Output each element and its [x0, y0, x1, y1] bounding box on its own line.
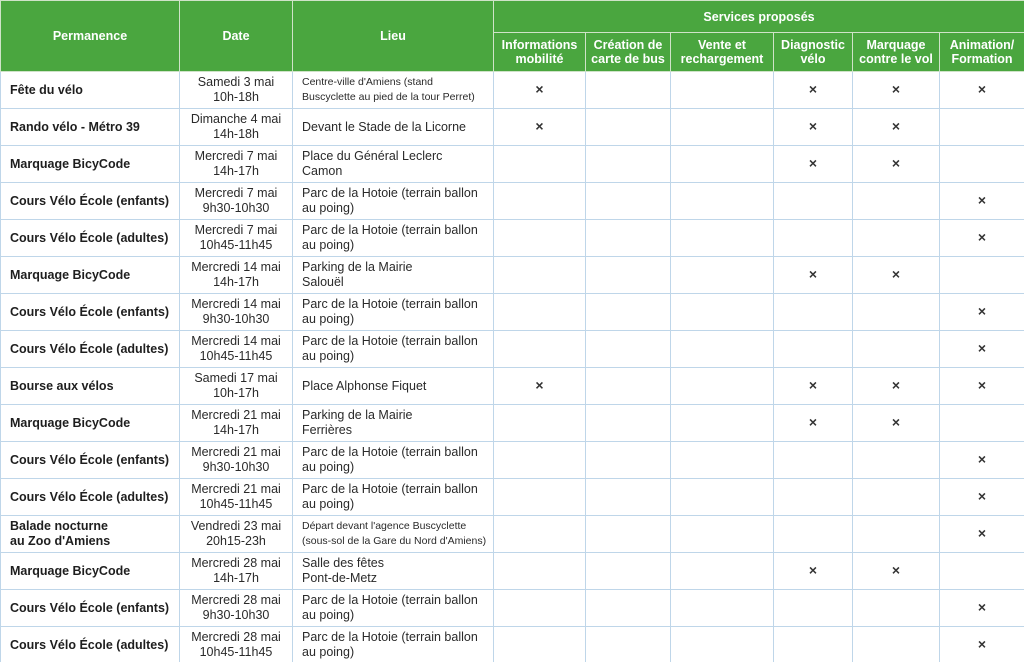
- date-cell-line: 20h15-23h: [206, 534, 266, 548]
- lieu-cell: [293, 294, 494, 331]
- service-cell-vente-rechargement: [671, 553, 774, 590]
- permanence-cell-line: Cours Vélo École (enfants): [10, 452, 170, 467]
- lieu-cell-line: Parc de la Hotoie (terrain ballon: [302, 223, 478, 237]
- cross-mark-icon: ×: [808, 266, 818, 282]
- lieu-cell: [293, 109, 494, 146]
- lieu-cell: [293, 331, 494, 368]
- service-cell-animation-formation: [940, 516, 1024, 553]
- lieu-cell-line: Parc de la Hotoie (terrain ballon: [302, 334, 478, 348]
- permanence-cell-line: Marquage BicyCode: [10, 267, 131, 282]
- service-cell-info-mobilite: [494, 220, 586, 257]
- date-cell-line: 9h30-10h30: [202, 312, 270, 326]
- permanence-cell: [1, 479, 180, 516]
- table-row: [1, 257, 1024, 294]
- cross-mark-icon: ×: [891, 377, 901, 393]
- service-cell-info-mobilite: [494, 146, 586, 183]
- table-header: [1, 1, 1024, 72]
- date-cell: [180, 257, 293, 294]
- permanence-cell-line: Cours Vélo École (adultes): [10, 341, 169, 356]
- table-row: [1, 183, 1024, 220]
- lieu-cell-line: Parking de la Mairie: [302, 260, 413, 274]
- date-cell-line: 10h45-11h45: [199, 645, 273, 659]
- service-cell-animation-formation: [940, 627, 1024, 662]
- cross-mark-icon: ×: [891, 81, 901, 97]
- service-cell-diagnostic-velo: [774, 294, 853, 331]
- date-cell: [180, 405, 293, 442]
- service-cell-diagnostic-velo: [774, 479, 853, 516]
- permanence-cell-line: Cours Vélo École (adultes): [10, 489, 169, 504]
- cross-mark-icon: ×: [808, 155, 818, 171]
- cross-mark-icon: ×: [977, 525, 987, 541]
- service-cell-vente-rechargement: [671, 72, 774, 109]
- service-cell-info-mobilite: [494, 331, 586, 368]
- date-cell-line: 10h45-11h45: [199, 238, 273, 252]
- service-cell-info-mobilite: [494, 516, 586, 553]
- cross-mark-icon: ×: [891, 266, 901, 282]
- lieu-cell-line: Parc de la Hotoie (terrain ballon: [302, 297, 478, 311]
- lieu-cell: [293, 220, 494, 257]
- service-cell-vente-rechargement: [671, 220, 774, 257]
- permanence-cell: [1, 590, 180, 627]
- cross-mark-icon: ×: [977, 229, 987, 245]
- lieu-cell: [293, 146, 494, 183]
- lieu-cell-line: au poing): [302, 312, 355, 326]
- service-cell-info-mobilite: [494, 590, 586, 627]
- lieu-cell-line: au poing): [302, 460, 355, 474]
- header-service-vente-rechargement: [671, 33, 774, 72]
- cross-mark-icon: ×: [891, 414, 901, 430]
- table-row: [1, 109, 1024, 146]
- service-cell-creation-carte-bus: [586, 479, 671, 516]
- permanence-cell-line: Cours Vélo École (enfants): [10, 193, 170, 208]
- cross-mark-icon: ×: [808, 414, 818, 430]
- date-cell: [180, 294, 293, 331]
- date-cell-line: Mercredi 14 mai: [191, 297, 281, 311]
- service-cell-animation-formation: [940, 405, 1024, 442]
- header-services: Services proposés: [494, 1, 1024, 33]
- lieu-cell-line: Ferrières: [302, 423, 353, 437]
- lieu-cell-line: Place Alphonse Fiquet: [302, 378, 427, 393]
- lieu-cell-line: (sous-sol de la Gare du Nord d'Amiens): [302, 535, 487, 547]
- date-cell-line: Samedi 17 mai: [194, 371, 278, 385]
- cross-mark-icon: ×: [977, 303, 987, 319]
- cross-mark-icon: ×: [535, 377, 544, 393]
- service-cell-animation-formation: [940, 590, 1024, 627]
- service-cell-animation-formation: [940, 553, 1024, 590]
- date-cell: [180, 220, 293, 257]
- cross-mark-icon: ×: [808, 562, 818, 578]
- date-cell: [180, 442, 293, 479]
- header-service-line: vélo: [800, 52, 826, 66]
- lieu-cell-line: Salle des fêtes: [302, 556, 384, 570]
- lieu-cell-line: Centre-ville d'Amiens (stand: [302, 76, 433, 88]
- lieu-cell-line: Parc de la Hotoie (terrain ballon: [302, 630, 478, 644]
- lieu-cell-line: Départ devant l'agence Buscyclette: [302, 520, 467, 532]
- service-cell-marquage-vol: [853, 405, 940, 442]
- header-service-line: Informations: [501, 38, 578, 52]
- table-row: [1, 442, 1024, 479]
- lieu-cell-line: Parc de la Hotoie (terrain ballon: [302, 593, 478, 607]
- service-cell-vente-rechargement: [671, 479, 774, 516]
- cross-mark-icon: ×: [977, 192, 987, 208]
- cross-mark-icon: ×: [535, 118, 544, 134]
- lieu-cell-line: Parking de la Mairie: [302, 408, 413, 422]
- date-cell-line: Mercredi 21 mai: [191, 482, 281, 496]
- service-cell-diagnostic-velo: [774, 627, 853, 662]
- service-cell-creation-carte-bus: [586, 146, 671, 183]
- header-service-line: Vente et: [698, 38, 746, 52]
- lieu-cell: [293, 590, 494, 627]
- permanence-cell: [1, 553, 180, 590]
- table-row: [1, 294, 1024, 331]
- cross-mark-icon: ×: [891, 118, 901, 134]
- permanence-cell-line: Cours Vélo École (adultes): [10, 230, 169, 245]
- permanence-cell: [1, 72, 180, 109]
- cross-mark-icon: ×: [535, 81, 544, 97]
- service-cell-creation-carte-bus: [586, 220, 671, 257]
- table-body: [1, 72, 1024, 662]
- service-cell-vente-rechargement: [671, 331, 774, 368]
- service-cell-vente-rechargement: [671, 146, 774, 183]
- table-row: [1, 220, 1024, 257]
- permanence-cell: [1, 331, 180, 368]
- header-permanence: Permanence: [1, 1, 180, 72]
- permanence-cell: [1, 516, 180, 553]
- service-cell-animation-formation: [940, 442, 1024, 479]
- cross-mark-icon: ×: [891, 562, 901, 578]
- service-cell-diagnostic-velo: [774, 109, 853, 146]
- cross-mark-icon: ×: [808, 377, 818, 393]
- permanence-cell: [1, 257, 180, 294]
- permanence-cell-line: Fête du vélo: [10, 82, 83, 97]
- date-cell-line: Mercredi 7 mai: [194, 186, 278, 200]
- service-cell-vente-rechargement: [671, 590, 774, 627]
- service-cell-info-mobilite: [494, 405, 586, 442]
- header-lieu: Lieu: [293, 1, 494, 72]
- date-cell-line: 14h-17h: [213, 275, 259, 289]
- date-cell: [180, 479, 293, 516]
- service-cell-creation-carte-bus: [586, 368, 671, 405]
- service-cell-marquage-vol: [853, 442, 940, 479]
- lieu-cell: [293, 183, 494, 220]
- lieu-cell: [293, 516, 494, 553]
- service-cell-creation-carte-bus: [586, 553, 671, 590]
- date-cell-line: Mercredi 14 mai: [191, 334, 281, 348]
- date-cell-line: 10h45-11h45: [199, 349, 273, 363]
- service-cell-diagnostic-velo: [774, 220, 853, 257]
- cross-mark-icon: ×: [977, 636, 987, 652]
- service-cell-animation-formation: [940, 257, 1024, 294]
- service-cell-creation-carte-bus: [586, 109, 671, 146]
- header-service-line: Animation/: [949, 38, 1015, 52]
- permanence-cell-line: Marquage BicyCode: [10, 563, 131, 578]
- service-cell-creation-carte-bus: [586, 72, 671, 109]
- service-cell-vente-rechargement: [671, 294, 774, 331]
- service-cell-info-mobilite: [494, 553, 586, 590]
- service-cell-marquage-vol: [853, 479, 940, 516]
- date-cell: [180, 109, 293, 146]
- lieu-cell: [293, 479, 494, 516]
- permanence-cell-line: au Zoo d'Amiens: [10, 534, 111, 548]
- date-cell-line: Mercredi 28 mai: [191, 593, 281, 607]
- lieu-cell: [293, 368, 494, 405]
- table-row: [1, 479, 1024, 516]
- header-service-diagnostic-velo: [774, 33, 853, 72]
- date-cell-line: Mercredi 21 mai: [191, 445, 281, 459]
- service-cell-diagnostic-velo: [774, 368, 853, 405]
- lieu-cell-line: au poing): [302, 608, 355, 622]
- permanence-cell: [1, 146, 180, 183]
- permanence-cell: [1, 109, 180, 146]
- date-cell-line: 14h-17h: [213, 164, 259, 178]
- lieu-cell-line: Buscyclette au pied de la tour Perret): [302, 91, 475, 103]
- lieu-cell: [293, 72, 494, 109]
- service-cell-info-mobilite: [494, 72, 586, 109]
- service-cell-creation-carte-bus: [586, 627, 671, 662]
- date-cell: [180, 627, 293, 662]
- permanence-cell-line: Marquage BicyCode: [10, 415, 131, 430]
- service-cell-animation-formation: [940, 331, 1024, 368]
- service-cell-marquage-vol: [853, 331, 940, 368]
- header-service-line: carte de bus: [591, 52, 665, 66]
- table-row: [1, 72, 1024, 109]
- service-cell-marquage-vol: [853, 516, 940, 553]
- header-service-line: Diagnostic: [781, 38, 845, 52]
- service-cell-creation-carte-bus: [586, 405, 671, 442]
- cross-mark-icon: ×: [808, 118, 818, 134]
- service-cell-vente-rechargement: [671, 627, 774, 662]
- service-cell-animation-formation: [940, 294, 1024, 331]
- service-cell-info-mobilite: [494, 479, 586, 516]
- permanence-cell: [1, 442, 180, 479]
- service-cell-info-mobilite: [494, 109, 586, 146]
- lieu-cell-line: au poing): [302, 645, 355, 659]
- table-row: [1, 146, 1024, 183]
- date-cell-line: Mercredi 7 mai: [194, 223, 278, 237]
- date-cell-line: 9h30-10h30: [202, 460, 270, 474]
- permanence-cell: [1, 220, 180, 257]
- service-cell-marquage-vol: [853, 590, 940, 627]
- date-cell-line: 10h-18h: [213, 90, 259, 104]
- service-cell-vente-rechargement: [671, 442, 774, 479]
- service-cell-diagnostic-velo: [774, 72, 853, 109]
- service-cell-creation-carte-bus: [586, 590, 671, 627]
- service-cell-vente-rechargement: [671, 109, 774, 146]
- service-cell-diagnostic-velo: [774, 516, 853, 553]
- header-date: Date: [180, 1, 293, 72]
- service-cell-creation-carte-bus: [586, 516, 671, 553]
- table-row: [1, 331, 1024, 368]
- date-cell: [180, 72, 293, 109]
- date-cell-line: Vendredi 23 mai: [190, 519, 282, 533]
- date-cell-line: Samedi 3 mai: [197, 75, 275, 89]
- service-cell-marquage-vol: [853, 109, 940, 146]
- service-cell-diagnostic-velo: [774, 183, 853, 220]
- lieu-cell-line: Parc de la Hotoie (terrain ballon: [302, 482, 478, 496]
- lieu-cell-line: Parc de la Hotoie (terrain ballon: [302, 186, 478, 200]
- service-cell-vente-rechargement: [671, 257, 774, 294]
- date-cell: [180, 368, 293, 405]
- lieu-cell: [293, 442, 494, 479]
- service-cell-marquage-vol: [853, 294, 940, 331]
- date-cell-line: Mercredi 7 mai: [194, 149, 278, 163]
- service-cell-info-mobilite: [494, 442, 586, 479]
- cross-mark-icon: ×: [977, 488, 987, 504]
- cross-mark-icon: ×: [977, 599, 987, 615]
- date-cell-line: Dimanche 4 mai: [190, 112, 282, 126]
- service-cell-marquage-vol: [853, 183, 940, 220]
- lieu-cell: [293, 405, 494, 442]
- service-cell-vente-rechargement: [671, 516, 774, 553]
- lieu-cell-line: Salouël: [302, 275, 344, 289]
- service-cell-diagnostic-velo: [774, 442, 853, 479]
- cross-mark-icon: ×: [977, 377, 987, 393]
- date-cell: [180, 590, 293, 627]
- permanence-cell-line: Cours Vélo École (enfants): [10, 600, 170, 615]
- lieu-cell-line: au poing): [302, 238, 355, 252]
- date-cell-line: Mercredi 28 mai: [191, 556, 281, 570]
- date-cell-line: 14h-17h: [213, 571, 259, 585]
- permanence-cell: [1, 294, 180, 331]
- date-cell-line: Mercredi 21 mai: [191, 408, 281, 422]
- permanence-cell-line: Balade nocturne: [10, 519, 108, 533]
- lieu-cell-line: Pont-de-Metz: [302, 571, 378, 585]
- service-cell-animation-formation: [940, 109, 1024, 146]
- date-cell-line: 10h45-11h45: [199, 497, 273, 511]
- permanence-cell: [1, 368, 180, 405]
- permanence-cell-line: Marquage BicyCode: [10, 156, 131, 171]
- table-row: [1, 590, 1024, 627]
- service-cell-diagnostic-velo: [774, 331, 853, 368]
- table-row: [1, 368, 1024, 405]
- service-cell-info-mobilite: [494, 368, 586, 405]
- service-cell-marquage-vol: [853, 146, 940, 183]
- service-cell-creation-carte-bus: [586, 442, 671, 479]
- lieu-cell: [293, 553, 494, 590]
- service-cell-marquage-vol: [853, 627, 940, 662]
- date-cell-line: 9h30-10h30: [202, 201, 270, 215]
- date-cell-line: 14h-18h: [213, 127, 259, 141]
- permanence-cell-line: Cours Vélo École (enfants): [10, 304, 170, 319]
- service-cell-vente-rechargement: [671, 368, 774, 405]
- permanence-cell: [1, 183, 180, 220]
- cross-mark-icon: ×: [808, 81, 818, 97]
- lieu-cell-line: Devant le Stade de la Licorne: [302, 119, 466, 134]
- header-service-animation-formation: [940, 33, 1024, 72]
- service-cell-marquage-vol: [853, 553, 940, 590]
- lieu-cell-line: au poing): [302, 201, 355, 215]
- permanence-cell: [1, 405, 180, 442]
- date-cell: [180, 331, 293, 368]
- permanence-cell-line: Rando vélo - Métro 39: [10, 119, 140, 134]
- date-cell-line: Mercredi 14 mai: [191, 260, 281, 274]
- service-cell-animation-formation: [940, 146, 1024, 183]
- service-cell-marquage-vol: [853, 257, 940, 294]
- service-cell-diagnostic-velo: [774, 257, 853, 294]
- header-service-line: Création de: [593, 38, 663, 52]
- service-cell-info-mobilite: [494, 257, 586, 294]
- date-cell-line: Mercredi 28 mai: [191, 630, 281, 644]
- service-cell-animation-formation: [940, 368, 1024, 405]
- lieu-cell: [293, 257, 494, 294]
- cross-mark-icon: ×: [977, 451, 987, 467]
- header-service-line: Formation: [951, 52, 1013, 66]
- service-cell-animation-formation: [940, 183, 1024, 220]
- header-service-creation-carte-bus: [586, 33, 671, 72]
- service-cell-creation-carte-bus: [586, 183, 671, 220]
- header-service-line: contre le vol: [859, 52, 933, 66]
- service-cell-diagnostic-velo: [774, 146, 853, 183]
- permanence-cell: [1, 627, 180, 662]
- lieu-cell-line: Camon: [302, 164, 343, 178]
- service-cell-diagnostic-velo: [774, 553, 853, 590]
- date-cell-line: 14h-17h: [213, 423, 259, 437]
- lieu-cell-line: Place du Général Leclerc: [302, 149, 443, 163]
- service-cell-vente-rechargement: [671, 405, 774, 442]
- table-row: [1, 553, 1024, 590]
- date-cell: [180, 553, 293, 590]
- header-service-marquage-vol: [853, 33, 940, 72]
- date-cell: [180, 146, 293, 183]
- service-cell-info-mobilite: [494, 183, 586, 220]
- service-cell-animation-formation: [940, 479, 1024, 516]
- service-cell-marquage-vol: [853, 368, 940, 405]
- service-cell-creation-carte-bus: [586, 331, 671, 368]
- date-cell: [180, 183, 293, 220]
- header-service-line: rechargement: [680, 52, 764, 66]
- permanence-cell-line: Bourse aux vélos: [10, 378, 114, 393]
- cross-mark-icon: ×: [977, 81, 987, 97]
- header-service-line: Marquage: [866, 38, 926, 52]
- header-service-line: mobilité: [515, 52, 564, 66]
- lieu-cell-line: Parc de la Hotoie (terrain ballon: [302, 445, 478, 459]
- service-cell-creation-carte-bus: [586, 257, 671, 294]
- service-cell-animation-formation: [940, 72, 1024, 109]
- service-cell-marquage-vol: [853, 72, 940, 109]
- service-cell-info-mobilite: [494, 627, 586, 662]
- date-cell-line: 9h30-10h30: [202, 608, 270, 622]
- date-cell: [180, 516, 293, 553]
- service-cell-marquage-vol: [853, 220, 940, 257]
- lieu-cell: [293, 627, 494, 662]
- table-row: [1, 627, 1024, 662]
- table-row: [1, 405, 1024, 442]
- service-cell-animation-formation: [940, 220, 1024, 257]
- cross-mark-icon: ×: [977, 340, 987, 356]
- header-service-info-mobilite: [494, 33, 586, 72]
- service-cell-vente-rechargement: [671, 183, 774, 220]
- permanence-cell-line: Cours Vélo École (adultes): [10, 637, 169, 652]
- cross-mark-icon: ×: [891, 155, 901, 171]
- service-cell-diagnostic-velo: [774, 405, 853, 442]
- service-cell-creation-carte-bus: [586, 294, 671, 331]
- table-row: [1, 516, 1024, 553]
- lieu-cell-line: au poing): [302, 349, 355, 363]
- service-cell-info-mobilite: [494, 294, 586, 331]
- service-cell-diagnostic-velo: [774, 590, 853, 627]
- date-cell-line: 10h-17h: [213, 386, 259, 400]
- lieu-cell-line: au poing): [302, 497, 355, 511]
